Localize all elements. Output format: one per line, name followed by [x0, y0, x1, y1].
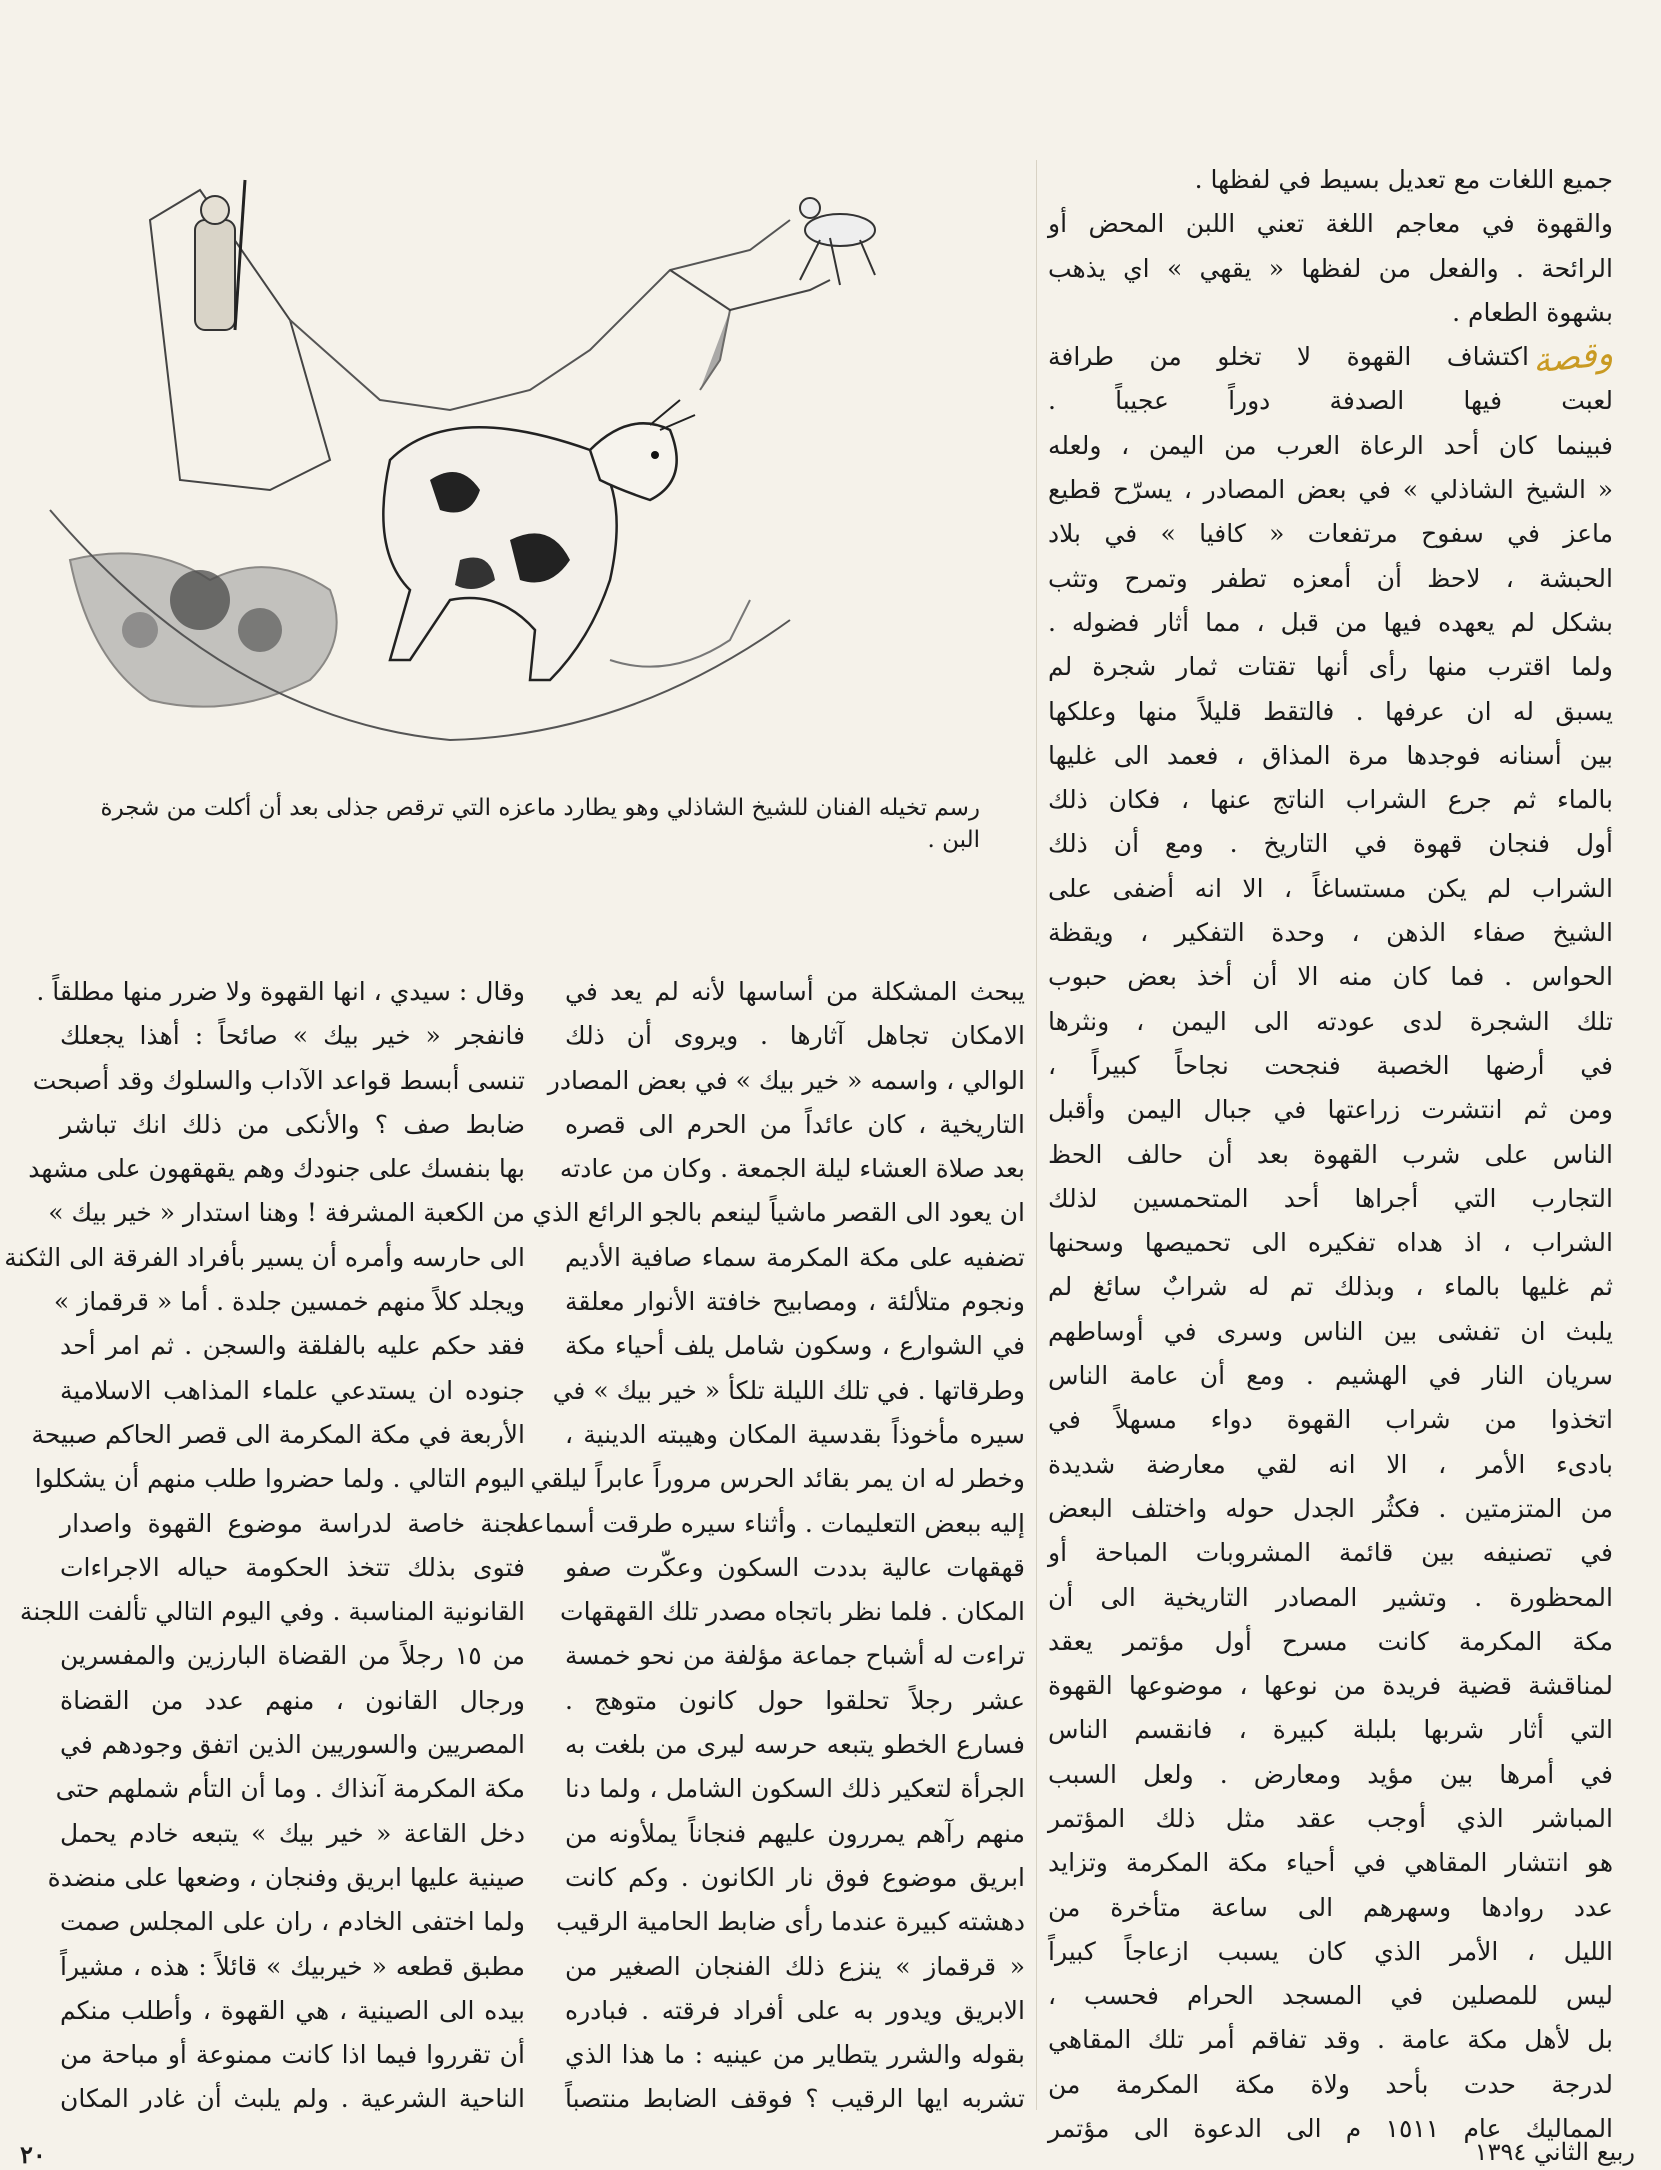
spotted-goat: [383, 400, 695, 680]
text-line: يسبق له ان عرفها . فالتقط قليلاً منها وعلكها: [1048, 696, 1613, 726]
text-line: دخل القاعة « خير بيك » يتبعه خادم يحمل: [60, 1818, 525, 1848]
text-line: يبحث المشكلة من أساسها لأنه لم يعد في: [565, 977, 1025, 1006]
text-line: وقال : سيدي ، انها القهوة ولا ضرر منها مطلقاً .: [36, 977, 525, 1006]
text-line: إليه ببعض التعليمات . وأثناء سيره طرقت أسماعه: [516, 1508, 1025, 1538]
text-line: لدرجة حدت بأحد ولاة مكة المكرمة من: [1048, 2069, 1613, 2099]
text-line: في الشوارع ، وسكون شامل يلف أحياء مكة: [565, 1331, 1025, 1361]
text-line: الى حارسه وأمره أن يسير بأفراد الفرقة الى الثكنة: [4, 1242, 525, 1272]
text-line: ان يعود الى القصر ماشياً لينعم بالجو الرائع الذي: [532, 1198, 1025, 1228]
article-column-right: [1048, 158, 1613, 2151]
text-line: الأربعة في مكة المكرمة الى قصر الحاكم صبيحة: [31, 1419, 525, 1449]
text-line: في أمرها بين مؤيد ومعارض . ولعل السبب: [1048, 1759, 1613, 1789]
section-lead-line: [1048, 333, 1615, 382]
text-line: تشربه ايها الرقيب ؟ فوقف الضابط منتصباً: [565, 2084, 1025, 2114]
text-line: عشر رجلاً تحلقوا حول كانون متوهج .: [565, 1685, 1025, 1715]
text-line: فتوى بذلك تتخذ الحكومة حياله الاجراءات: [60, 1552, 525, 1582]
text-line: بعد صلاة العشاء ليلة الجمعة . وكان من عادته: [559, 1154, 1025, 1184]
text-line: تضفيه على مكة المكرمة سماء صافية الأديم: [565, 1242, 1025, 1272]
text-line: بقوله والشرر يتطاير من عينيه : ما هذا الذي: [565, 2040, 1025, 2070]
text-line: ولما اقترب منها رأى أنها تقتات ثمار شجرة لم: [1048, 652, 1613, 682]
text-line: تنسى أبسط قواعد الآداب والسلوك وقد أصبحت: [32, 1065, 525, 1095]
text-line: أن تقرروا فيما اذا كانت ممنوعة أو مباحة من: [60, 2040, 525, 2070]
shepherd-figure: [195, 180, 245, 330]
text-line: سريان النار في الهشيم . ومع أن عامة الناس: [1048, 1361, 1613, 1391]
text-line: بالماء ثم جرع الشراب الناتج عنها ، فكان ذلك: [1048, 785, 1613, 815]
leaping-goat: [800, 198, 875, 285]
text-line: ونجوم متلألئة ، ومصابيح خافتة الأنوار معلقة: [565, 1287, 1025, 1317]
text-line: التي أثار شربها بلبلة كبيرة ، فانقسم الناس: [1048, 1715, 1613, 1745]
text-line: المباشر الذي أوجب عقد مثل ذلك المؤتمر: [1048, 1803, 1613, 1833]
text-line: والقهوة في معاجم اللغة تعني اللبن المحض أو: [1048, 209, 1613, 239]
text-line: لمناقشة قضية فريدة من نوعها ، موضوعها القهوة: [1048, 1671, 1613, 1701]
text-line: الحبشة ، لاحظ أن أمعزه تطفر وتمرح وتثب: [1048, 563, 1613, 593]
text-line: فقد حكم عليه بالفلقة والسجن . ثم امر أحد: [60, 1331, 525, 1361]
text-line: وخطر له ان يمر بقائد الحرس مروراً عابراً ليلقي: [530, 1464, 1025, 1494]
text-line: اكتشاف القهوة لا تخلو من طرافة: [1048, 342, 1529, 372]
text-line: من ١٥ رجلاً من القضاة البارزين والمفسرين: [60, 1641, 525, 1671]
text-line: الليل ، الأمر الذي كان يسبب ازعاجاً كبيراً: [1048, 1936, 1613, 1966]
text-line: وطرقاتها . في تلك الليلة تلكأ « خير بيك » في: [552, 1375, 1025, 1405]
text-line: سيره مأخوذاً بقدسية المكان وهيبته الدينية ،: [565, 1419, 1025, 1449]
text-line: بادىء الأمر ، الا انه لقي معارضة شديدة: [1048, 1449, 1613, 1479]
text-line: في أرضها الخصبة فنجحت نجاحاً كبيراً ،: [1048, 1050, 1613, 1080]
text-line: اليوم التالي . ولما حضروا طلب منهم أن يشكلوا: [34, 1464, 525, 1494]
text-line: ابريق موضوع فوق نار الكانون . وكم كانت: [565, 1862, 1025, 1892]
text-line: عدد روادها وسهرهم الى ساعة متأخرة من: [1048, 1892, 1613, 1922]
text-line: فانفجر « خير بيك » صائحاً : أهذا يجعلك: [60, 1021, 525, 1051]
text-line: الابريق ويدور به على أفراد فرقته . فبادره: [565, 1995, 1025, 2025]
text-line: « قرقماز » ينزع ذلك الفنجان الصغير من: [565, 1951, 1025, 1981]
text-line: ليس للمصلين في المسجد الحرام فحسب ،: [1048, 1981, 1613, 2011]
illustration-caption: رسم تخيله الفنان للشيخ الشاذلي وهو يطارد ماعزه التي ترقص جذلى بعد أن أكلت من شجرة البن .: [100, 795, 980, 853]
text-line: بل لأهل مكة عامة . وقد تفاقم أمر تلك المقاهي: [1048, 2025, 1613, 2055]
text-line: الوالي ، واسمه « خير بيك » في بعض المصادر: [547, 1065, 1025, 1095]
text-line: تلك الشجرة لدى عودته الى اليمن ، ونثرها: [1048, 1006, 1613, 1036]
text-line: ضابط صف ؟ والأنكى من ذلك انك تباشر: [60, 1109, 525, 1139]
text-line: التجارب التي أجراها أحد المتحمسين لذلك: [1048, 1183, 1613, 1213]
column-divider: [1036, 160, 1037, 2110]
text-line: الامكان تجاهل آثارها . ويروى أن ذلك: [565, 1021, 1025, 1051]
text-line: قهقهات عالية بددت السكون وعكّرت صفو: [565, 1552, 1025, 1582]
text-line: « الشيخ الشاذلي » في بعض المصادر ، يسرّح قطيع: [1048, 475, 1613, 505]
text-line: ومن ثم انتشرت زراعتها في جبال اليمن وأقبل: [1048, 1095, 1613, 1125]
text-line: تراءت له أشباح جماعة مؤلفة من نحو خمسة: [565, 1641, 1025, 1671]
text-line: التاريخية ، كان عائداً من الحرم الى قصره: [565, 1109, 1025, 1139]
text-line: اتخذوا من شراب القهوة دواء مسهلاً في: [1048, 1405, 1613, 1435]
text-line: أول فنجان قهوة في التاريخ . ومع أن ذلك: [1048, 829, 1613, 859]
text-line: جميع اللغات مع تعديل بسيط في لفظها .: [1194, 165, 1613, 194]
text-line: فبينما كان أحد الرعاة العرب من اليمن ، ولعله: [1048, 430, 1613, 460]
page-number: ٢٠: [20, 2140, 46, 2169]
text-line: القانونية المناسبة . وفي اليوم التالي تألفت اللجنة: [19, 1597, 525, 1627]
text-line: ثم غليها بالماء ، وبذلك تم له شرابٌ سائغ لم: [1048, 1272, 1613, 1302]
text-line: بين أسنانه فوجدها مرة المذاق ، فعمد الى غليها: [1048, 740, 1613, 770]
text-line: بشكل لم يعهده فيها من قبل ، مما أثار فضوله .: [1048, 607, 1613, 637]
text-line: دهشته كبيرة عندما رأى ضابط الحامية الرقيب: [556, 1907, 1025, 1937]
text-line: الناحية الشرعية . ولم يلبث أن غادر المكان: [60, 2084, 525, 2114]
text-line: الرائحة . والفعل من لفظها « يقهي » اي يذهب: [1048, 253, 1613, 283]
text-line: المصريين والسوريين الذين اتفق وجودهم في: [60, 1730, 525, 1760]
text-line: هو انتشار المقاهي في أحياء مكة المكرمة وتزايد: [1048, 1848, 1613, 1878]
text-line: الشراب ، اذ هداه تفكيره الى تحميصها وسحنها: [1048, 1228, 1613, 1258]
text-line: بشهوة الطعام .: [1452, 297, 1613, 327]
text-line: بها بنفسك على جنودك وهم يقهقهون على مشهد: [28, 1154, 525, 1184]
text-line: المحظورة . وتشير المصادر التاريخية الى أن: [1048, 1582, 1613, 1612]
text-line: ماعز في سفوح مرتفعات « كافيا » في بلاد: [1048, 519, 1613, 549]
text-line: المماليك عام ١٥١١ م الى الدعوة الى مؤتمر: [1048, 2114, 1614, 2144]
text-line: ولما اختفى الخادم ، ران على المجلس صمت: [60, 1907, 525, 1937]
text-line: من المتزمتين . فكثُر الجدل حوله واختلف البعض: [1048, 1493, 1613, 1523]
text-line: مكة المكرمة كانت مسرح أول مؤتمر يعقد: [1048, 1626, 1613, 1656]
text-line: مطبق قطعه « خيربيك » قائلاً : هذه ، مشيراً: [60, 1951, 525, 1981]
text-line: الشراب لم يكن مستساغاً ، الا انه أضفى على: [1048, 873, 1613, 903]
text-line: المكان . فلما نظر باتجاه مصدر تلك القهقهات: [560, 1597, 1025, 1627]
text-line: الشيخ صفاء الذهن ، وحدة التفكير ، ويقظة: [1048, 918, 1613, 948]
text-line: مكة المكرمة آنذاك . وما أن التأم شملهم حتى: [55, 1774, 525, 1804]
text-line: الناس على شرب القهوة بعد أن حالف الحظ: [1048, 1139, 1613, 1169]
article-column-left: [4, 970, 525, 2122]
text-line: فسارع الخطو يتبعه حرسه ليرى من بلغت به: [565, 1730, 1025, 1760]
text-line: منهم رآهم يمررون عليهم فنجاناً يملأونه من: [565, 1818, 1025, 1848]
text-line: الجرأة لتعكير ذلك السكون الشامل ، ولما دنا: [565, 1774, 1026, 1804]
text-line: ويجلد كلاً منهم خمسين جلدة . أما « قرقماز »: [53, 1287, 525, 1317]
text-line: جنوده ان يستدعي علماء المذاهب الاسلامية: [60, 1375, 525, 1405]
issue-date: ربيع الثاني ١٣٩٤: [1474, 2138, 1635, 2166]
text-line: يلبث ان تفشى بين الناس وسرى في أوساطهم: [1048, 1316, 1613, 1346]
text-line: صينية عليها ابريق وفنجان ، وضعها على منضدة: [47, 1862, 525, 1892]
goat-illustration: [30, 160, 890, 780]
text-line: بيده الى الصينية ، هي القهوة ، وأطلب منكم: [60, 1995, 525, 2025]
section-lead-word: وقصة: [1530, 333, 1615, 382]
text-line: من الكعبة المشرفة ! وهنا استدار « خير بيك »: [48, 1198, 525, 1228]
text-line: لعبت فيها الصدفة دوراً عجيباً .: [1048, 386, 1613, 416]
text-line: في تصنيفه بين قائمة المشروبات المباحة أو: [1048, 1538, 1613, 1568]
text-line: لجنة خاصة لدراسة موضوع القهوة واصدار: [60, 1508, 525, 1538]
article-column-middle: [516, 970, 1026, 2122]
text-line: ورجال القانون ، منهم عدد من القضاة: [60, 1685, 525, 1715]
text-line: الحواس . فما كان منه الا أن أخذ بعض حبوب: [1048, 962, 1613, 992]
